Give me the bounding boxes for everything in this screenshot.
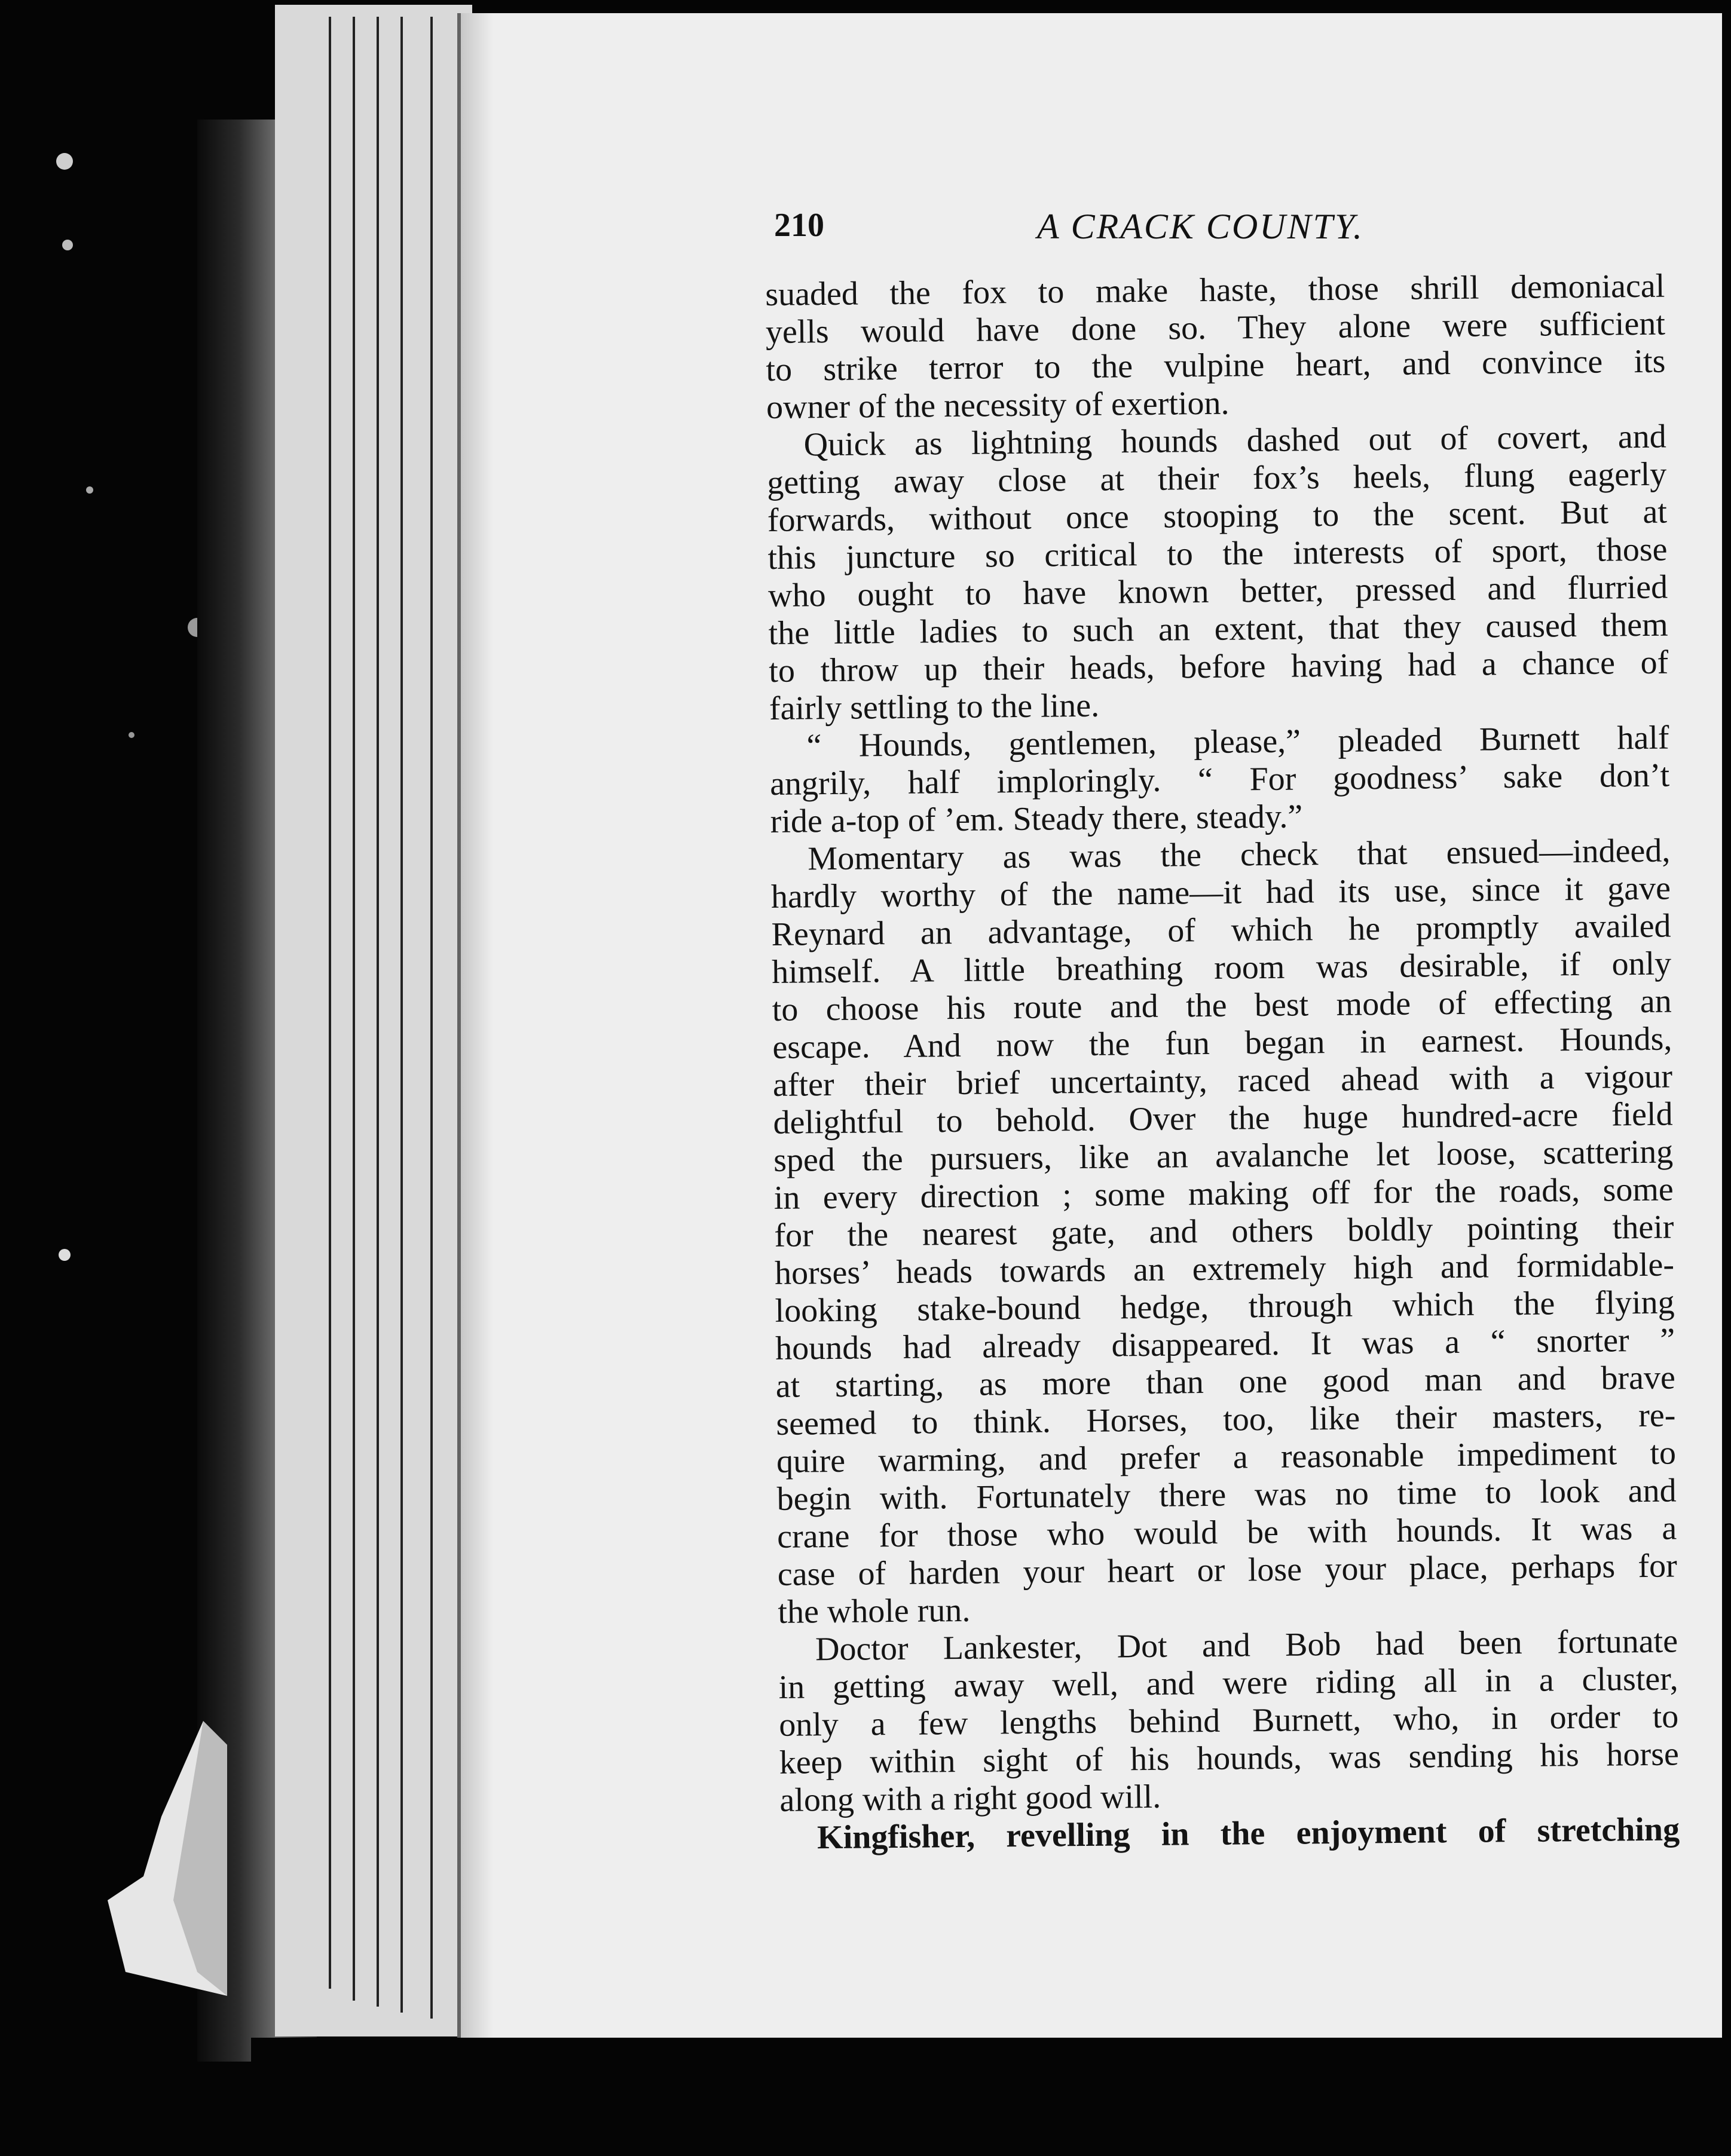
text-line: Quick as lightning hounds dashed out of covert, and <box>803 418 1666 464</box>
text-line: at starting, as more than one good man and brave <box>775 1359 1676 1405</box>
text-line: after their brief uncertainty, raced ahead with a vigour <box>772 1058 1673 1104</box>
page-gutter-shadow <box>457 13 493 2045</box>
text-line: owner of the necessity of exertion. <box>766 384 1230 426</box>
page-number: 210 <box>774 207 824 244</box>
text-line: looking stake-bound hedge, through which the flying <box>775 1284 1675 1330</box>
text-line: sped the pursuers, like an avalanche let loose, scattering <box>773 1133 1674 1179</box>
paragraph <box>778 1622 1680 1819</box>
text-line: the little ladies to such an extent, that they caused them <box>768 606 1668 652</box>
page-edges <box>275 5 472 2036</box>
text-line: forwards, without once stooping to the scent. But at <box>767 493 1668 539</box>
text-line: the whole run. <box>778 1591 971 1631</box>
text-line: who ought to have known better, pressed and flurried <box>767 568 1668 614</box>
text-line: getting away close at their fox’s heels, flung eagerly <box>767 455 1667 501</box>
text-line: for the nearest gate, and others boldly pointing their <box>774 1208 1674 1254</box>
body-text <box>765 268 1680 1857</box>
text-line: Kingfisher, revelling in the enjoyment of stretching <box>816 1811 1680 1857</box>
paragraph <box>770 832 1678 1631</box>
text-line: begin with. Fortunately there was no time to look and <box>776 1472 1677 1518</box>
torn-paper-corner <box>108 1721 227 1996</box>
text-line: hounds had already disappeared. It was a “ snorter ” <box>775 1321 1675 1367</box>
text-line: yells would have done so. They alone were sufficient <box>765 305 1666 351</box>
text-line: ride a-top of ’em. Steady there, steady.” <box>770 798 1303 840</box>
text-line: Reynard an advantage, of which he promptly availed <box>771 907 1671 953</box>
text-line: crane for those who would be with hounds. It was a <box>776 1509 1677 1555</box>
text-line: fairly settling to the line. <box>769 687 1100 727</box>
text-line: seemed to think. Horses, too, like their masters, re- <box>776 1396 1676 1443</box>
running-head <box>774 206 1408 260</box>
text-line: horses’ heads towards an extremely high and formidable- <box>774 1246 1675 1292</box>
running-title: A CRACK COUNTY. <box>1037 207 1364 246</box>
text-line: Doctor Lankester, Dot and Bob had been fortunate <box>815 1622 1678 1668</box>
text-line: keep within sight of his hounds, was sending his horse <box>779 1735 1680 1781</box>
text-line: delightful to behold. Over the huge hundred-acre field <box>773 1095 1673 1141</box>
text-line: case of harden your heart or lose your place, perhaps for <box>777 1547 1678 1593</box>
text-line: suaded the fox to make haste, those shrill demoniacal <box>765 267 1665 313</box>
text-line: this juncture so critical to the interests of sport, those <box>767 531 1668 577</box>
scan-bottom-edge <box>251 2038 1731 2156</box>
text-line: in every direction ; some making off for the roads, some <box>773 1171 1674 1217</box>
text-line: to choose his route and the best mode of effecting an <box>772 982 1672 1028</box>
text-line: only a few lengths behind Burnett, who, in order to <box>778 1698 1679 1744</box>
text-line: escape. And now the fun began in earnest. Hounds, <box>772 1020 1672 1066</box>
text-line: along with a right good will. <box>779 1778 1161 1819</box>
text-line: to throw up their heads, before having had a chance of <box>769 644 1669 690</box>
text-line: quire warming, and prefer a reasonable impediment to <box>776 1434 1677 1480</box>
text-line: in getting away well, and were riding all in a cluster, <box>778 1660 1678 1706</box>
text-line: angrily, half imploringly. “ For goodness’ sake don’t <box>769 757 1670 803</box>
text-line: hardly worthy of the name—it had its use, since it gave <box>770 869 1671 915</box>
text-line: to strike terror to the vulpine heart, and convince its <box>766 342 1666 388</box>
text-line: himself. A little breathing room was desirable, if only <box>771 945 1672 991</box>
text-line: “ Hounds, gentlemen, please,” pleaded Burnett half <box>806 719 1669 765</box>
paragraph <box>766 418 1669 728</box>
paragraph <box>769 719 1670 841</box>
text-line: Momentary as was the check that ensued—indeed, <box>808 832 1671 878</box>
paragraph <box>765 268 1666 427</box>
